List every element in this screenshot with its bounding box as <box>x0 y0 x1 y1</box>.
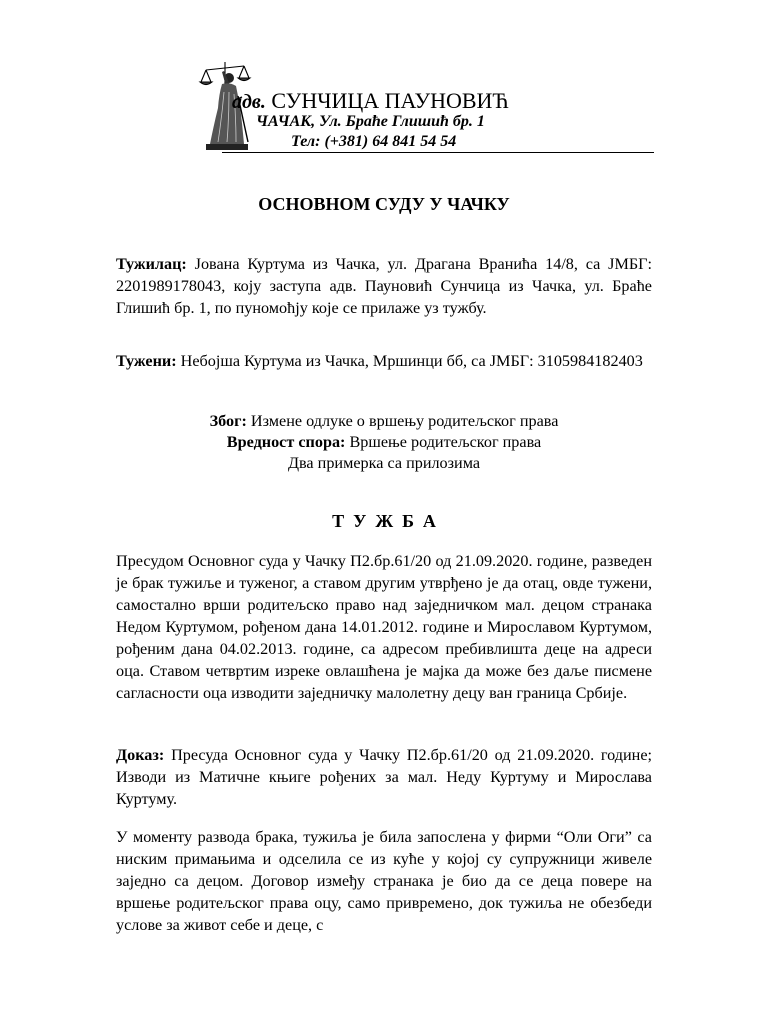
copies-line: Два примерка са прилозима <box>287 454 481 472</box>
reason-text: Измене одлуке о вршењу родитељског права <box>250 412 559 430</box>
value-text: Вршење родитељског права <box>349 433 542 451</box>
plaintiff-text: Јована Куртума из Чачка, ул. Драгана Вранића 14/8, са ЈМБГ: 2201989178043, коју заступа адв. Пауновић Сунчица из Чачка, ул. Браће Глишић бр. 1, по пуномоћју које се прилаже уз тужбу. <box>116 255 652 317</box>
attorney-prefix: адв. <box>232 91 266 113</box>
attorney-name: СУНЧИЦА ПАУНОВИЋ <box>271 88 509 113</box>
document-title: ТУЖБА <box>332 511 445 531</box>
attorney-address: ЧАЧАК, Ул. Браће Глишић бр. 1 <box>256 113 485 130</box>
attorney-name-line <box>232 88 509 115</box>
plaintiff-label: Тужилац: <box>116 255 187 273</box>
defendant-paragraph <box>116 350 652 372</box>
attorney-phone: Тел: (+381) 64 841 54 54 <box>291 133 457 150</box>
evidence-paragraph <box>116 744 652 810</box>
body-paragraph-2: У моменту развода брака, тужиља је била запослена у фирми “Оли Оги” са ниским примањима и одселила се из куће у којој су супружници живеле заједно са децом. Договор између странака је био да се деца поверe на вршење родитељског права оцу, само привремено, док тужиља не обезбеди услове за живот себе и деце, с <box>116 828 652 934</box>
value-label: Вредност спора: <box>226 433 346 451</box>
defendant-label: Тужени: <box>116 352 177 370</box>
plaintiff-paragraph <box>116 253 652 319</box>
evidence-label: Доказ: <box>116 746 165 764</box>
court-heading: ОСНОВНОМ СУДУ У ЧАЧКУ <box>258 194 510 214</box>
letterhead-divider <box>222 152 654 153</box>
reason-label: Због: <box>209 412 247 430</box>
body-paragraph-1: Пресудом Основног суда у Чачку П2.бр.61/20 од 21.09.2020. године, разведен је брак тужиље и туженог, а ставом другим утврђено је да отац, овде тужени, самостално врши родитељско право над заједничком мал. децом странака Недом Куртумом, рођеном дана 14.01.2012. године и Мирославом Куртумом, рођеним дана 04.02.2013. године, са адресом пребивлишта деце на адреси оца. Ставом четвртим изреке овлашћена је мајка да може без даље писмене сагласности оца изводити заједничку малолетну децу ван граница Србије. <box>116 552 652 702</box>
reason-line <box>0 410 768 432</box>
value-line <box>0 431 768 453</box>
evidence-text: Пресуда Основног суда у Чачку П2.бр.61/20 од 21.09.2020. године; Изводи из Матичне књиге рођених за мал. Неду Куртуму и Мирослава Куртуму. <box>116 746 652 808</box>
defendant-text: Небојша Куртума из Чачка, Мршинци бб, са ЈМБГ: 3105984182403 <box>180 352 643 370</box>
